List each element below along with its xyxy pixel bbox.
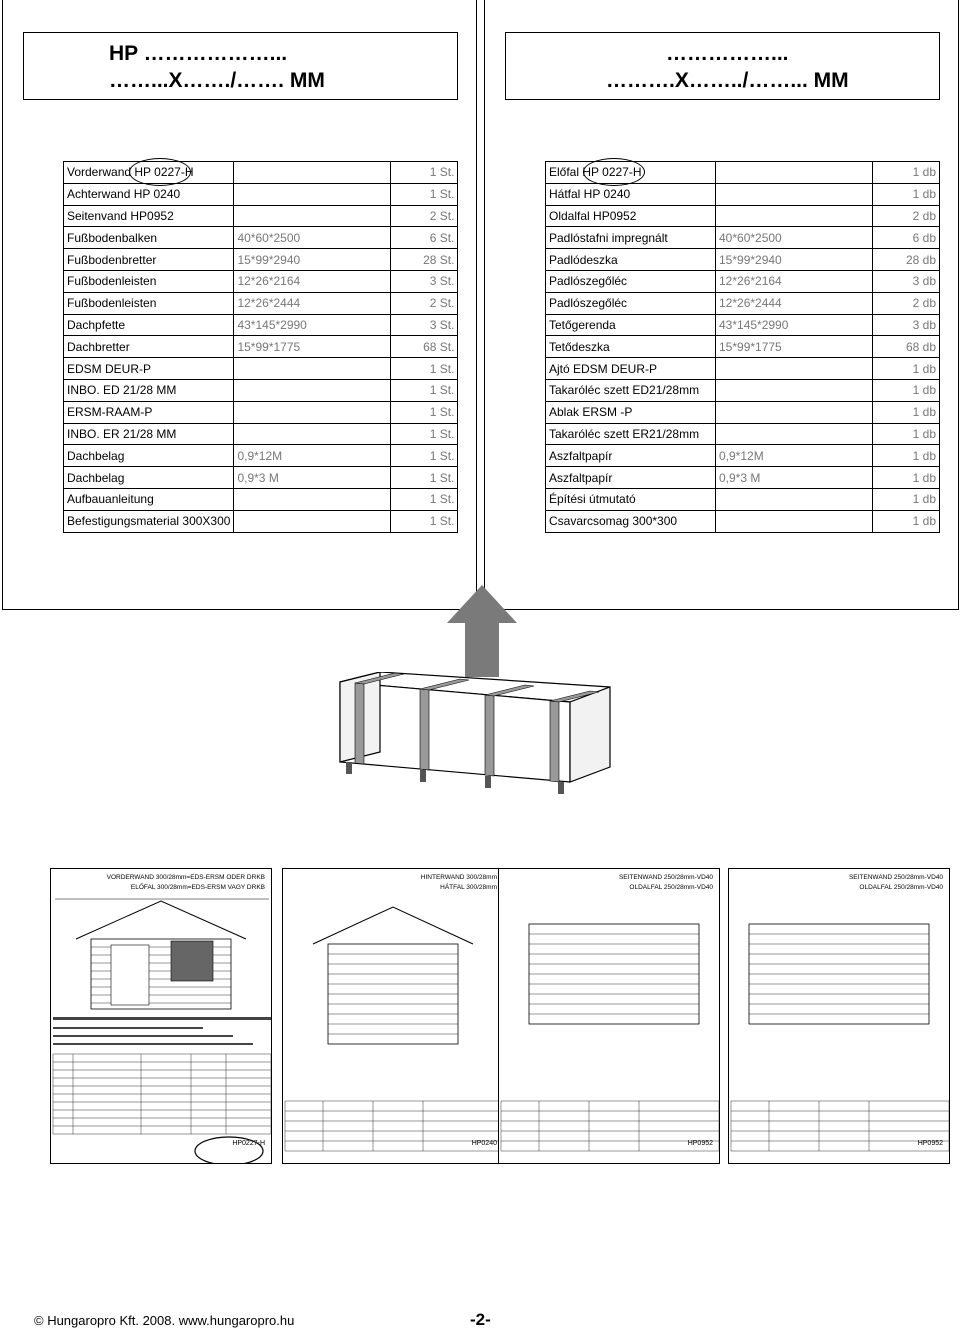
- wall-sketch: [51, 869, 272, 1164]
- part-quantity: 1 St.: [391, 358, 458, 380]
- wall-sketch: [283, 869, 504, 1164]
- part-name: Csavarcsomag 300*300: [546, 510, 716, 532]
- part-size: [234, 379, 391, 401]
- part-name: Tetődeszka: [546, 336, 716, 358]
- part-name: Aszfaltpapír: [546, 467, 716, 489]
- parts-row: [64, 227, 458, 249]
- drawing-subtitle: HÁTFAL 300/28mm: [440, 884, 497, 891]
- part-name: Ablak ERSM -P: [546, 401, 716, 423]
- part-size: [716, 162, 873, 184]
- part-quantity: 1 St.: [391, 445, 458, 467]
- part-name: INBO. ER 21/28 MM: [64, 423, 234, 445]
- part-size: 12*26*2444: [716, 292, 873, 314]
- parts-row: [546, 488, 940, 510]
- drawing-code: HP0952: [917, 1140, 943, 1147]
- part-size: [234, 205, 391, 227]
- parts-row: [546, 292, 940, 314]
- part-quantity: 1 St.: [391, 423, 458, 445]
- package-crate-illustration: [300, 672, 620, 817]
- parts-row: [546, 270, 940, 292]
- part-quantity: 1 db: [873, 467, 940, 489]
- german-parts-panel: [2, 0, 477, 610]
- wall-sketch: [499, 869, 720, 1164]
- parts-row: [64, 270, 458, 292]
- part-name: Aszfaltpapír: [546, 445, 716, 467]
- part-size: 0,9*3 M: [234, 467, 391, 489]
- part-quantity: 1 St.: [391, 510, 458, 532]
- part-name: Padlószegőléc: [546, 292, 716, 314]
- part-size: [234, 401, 391, 423]
- parts-row: [64, 205, 458, 227]
- part-quantity: 1 St.: [391, 467, 458, 489]
- part-name: Vorderwand HP 0227-H: [64, 162, 234, 184]
- drawing-subtitle: ELŐFAL 300/28mm=EDS-ERSM VAGY DRKB: [130, 884, 265, 891]
- part-name: Padlóstafni impregnált: [546, 227, 716, 249]
- parts-row: [546, 379, 940, 401]
- highlight-oval: [129, 158, 191, 186]
- part-size: 12*26*2164: [716, 270, 873, 292]
- parts-row: [64, 401, 458, 423]
- part-quantity: 1 db: [873, 445, 940, 467]
- part-name: Padlószegőléc: [546, 270, 716, 292]
- part-name: Tetőgerenda: [546, 314, 716, 336]
- part-name: Befestigungsmaterial 300X300: [64, 510, 234, 532]
- part-size: [234, 183, 391, 205]
- part-quantity: 1 db: [873, 423, 940, 445]
- parts-row: [64, 445, 458, 467]
- page-number: -2-: [470, 1310, 491, 1329]
- parts-row: [546, 401, 940, 423]
- parts-row: [546, 183, 940, 205]
- part-size: [716, 510, 873, 532]
- title-box: [505, 32, 940, 100]
- parts-row: [64, 379, 458, 401]
- part-name: Takaróléc szett ER21/28mm: [546, 423, 716, 445]
- part-quantity: 2 St.: [391, 205, 458, 227]
- part-quantity: 6 db: [873, 227, 940, 249]
- part-name: Takaróléc szett ED21/28mm: [546, 379, 716, 401]
- part-name: Padlódeszka: [546, 249, 716, 271]
- drawing-title: HINTERWAND 300/28mm: [420, 874, 497, 881]
- parts-row: [546, 445, 940, 467]
- parts-row: [546, 336, 940, 358]
- part-name: ERSM-RAAM-P: [64, 401, 234, 423]
- part-size: [716, 423, 873, 445]
- part-size: [234, 358, 391, 380]
- part-quantity: 3 St.: [391, 314, 458, 336]
- title-line-2: ……….X……../……... MM: [606, 69, 849, 92]
- part-size: 43*145*2990: [716, 314, 873, 336]
- part-size: 15*99*2940: [234, 249, 391, 271]
- part-quantity: 68 db: [873, 336, 940, 358]
- parts-row: [546, 423, 940, 445]
- parts-row: [64, 510, 458, 532]
- part-size: 12*26*2444: [234, 292, 391, 314]
- parts-row: [64, 162, 458, 184]
- part-name: Fußbodenbalken: [64, 227, 234, 249]
- part-quantity: 1 St.: [391, 401, 458, 423]
- part-name: Építési útmutató: [546, 488, 716, 510]
- parts-row: [64, 183, 458, 205]
- drawing-subtitle: OLDALFAL 250/28mm-VD40: [859, 884, 943, 891]
- part-size: 15*99*1775: [716, 336, 873, 358]
- parts-row: [546, 227, 940, 249]
- part-name: EDSM DEUR-P: [64, 358, 234, 380]
- part-size: [234, 162, 391, 184]
- part-size: [234, 510, 391, 532]
- parts-row: [64, 249, 458, 271]
- part-size: [716, 205, 873, 227]
- part-size: 12*26*2164: [234, 270, 391, 292]
- drawing-code: HP0227-H: [232, 1140, 265, 1147]
- parts-row: [546, 205, 940, 227]
- parts-row: [64, 358, 458, 380]
- part-quantity: 1 St.: [391, 162, 458, 184]
- parts-row: [546, 249, 940, 271]
- parts-row: [64, 488, 458, 510]
- drawing-code: HP0952: [687, 1140, 713, 1147]
- part-quantity: 1 St.: [391, 488, 458, 510]
- part-quantity: 2 db: [873, 292, 940, 314]
- part-name: Dachbretter: [64, 336, 234, 358]
- drawing-code: HP0240: [471, 1140, 497, 1147]
- part-quantity: 2 St.: [391, 292, 458, 314]
- part-name: Fußbodenleisten: [64, 270, 234, 292]
- part-size: [716, 401, 873, 423]
- part-quantity: 3 db: [873, 270, 940, 292]
- parts-row: [546, 358, 940, 380]
- part-size: [716, 379, 873, 401]
- part-quantity: 1 db: [873, 162, 940, 184]
- part-quantity: 1 St.: [391, 379, 458, 401]
- part-name: Hátfal HP 0240: [546, 183, 716, 205]
- part-quantity: 2 db: [873, 205, 940, 227]
- part-size: [716, 488, 873, 510]
- highlight-oval: [583, 158, 645, 186]
- parts-table: [545, 161, 940, 533]
- copyright-text: © Hungaropro Kft. 2008. www.hungaropro.hu: [34, 1313, 295, 1328]
- back-wall-drawing: [282, 868, 504, 1164]
- part-quantity: 1 db: [873, 401, 940, 423]
- part-size: 15*99*2940: [716, 249, 873, 271]
- part-name: Fußbodenleisten: [64, 292, 234, 314]
- part-quantity: 3 St.: [391, 270, 458, 292]
- title-line-1: HP ………………...: [109, 42, 288, 65]
- drawing-title: SEITENWAND 250/28mm-VD40: [848, 874, 943, 881]
- part-quantity: 68 St.: [391, 336, 458, 358]
- parts-row: [546, 467, 940, 489]
- drawing-title: SEITENWAND 250/28mm-VD40: [618, 874, 713, 881]
- title-box: [23, 32, 458, 100]
- wall-sketch: [729, 869, 950, 1164]
- parts-row: [64, 336, 458, 358]
- part-quantity: 1 db: [873, 358, 940, 380]
- part-name: Dachpfette: [64, 314, 234, 336]
- side-wall-drawing: [498, 868, 720, 1164]
- part-quantity: 3 db: [873, 314, 940, 336]
- part-size: 0,9*12M: [716, 445, 873, 467]
- part-size: [716, 358, 873, 380]
- part-size: 0,9*12M: [234, 445, 391, 467]
- part-name: Aufbauanleitung: [64, 488, 234, 510]
- part-name: Ajtó EDSM DEUR-P: [546, 358, 716, 380]
- title-line-1: ……………...: [666, 42, 789, 65]
- part-name: Dachbelag: [64, 467, 234, 489]
- part-size: 40*60*2500: [716, 227, 873, 249]
- part-name: Oldalfal HP0952: [546, 205, 716, 227]
- title-line-2: ……...X……./……. MM: [109, 69, 325, 92]
- part-quantity: 1 db: [873, 510, 940, 532]
- front-wall-drawing: [50, 868, 272, 1164]
- part-size: 0,9*3 M: [716, 467, 873, 489]
- parts-row: [64, 423, 458, 445]
- part-name: INBO. ED 21/28 MM: [64, 379, 234, 401]
- part-size: [234, 488, 391, 510]
- part-name: Achterwand HP 0240: [64, 183, 234, 205]
- part-name: Dachbelag: [64, 445, 234, 467]
- part-size: [716, 183, 873, 205]
- part-size: 43*145*2990: [234, 314, 391, 336]
- part-quantity: 1 db: [873, 379, 940, 401]
- part-quantity: 6 St.: [391, 227, 458, 249]
- part-quantity: 28 db: [873, 249, 940, 271]
- parts-row: [64, 292, 458, 314]
- side-wall-drawing: [728, 868, 950, 1164]
- parts-row: [64, 314, 458, 336]
- hungarian-parts-panel: [484, 0, 959, 610]
- up-arrow-icon: [445, 583, 519, 679]
- part-name: Fußbodenbretter: [64, 249, 234, 271]
- part-quantity: 1 db: [873, 183, 940, 205]
- part-name: Előfal HP 0227-H: [546, 162, 716, 184]
- part-quantity: 28 St.: [391, 249, 458, 271]
- parts-row: [546, 314, 940, 336]
- parts-table: [63, 161, 458, 533]
- drawing-title: VORDERWAND 300/28mm=EDS-ERSM ODER DRKB: [106, 874, 265, 881]
- part-size: 15*99*1775: [234, 336, 391, 358]
- part-size: [234, 423, 391, 445]
- part-size: 40*60*2500: [234, 227, 391, 249]
- part-quantity: 1 db: [873, 488, 940, 510]
- parts-row: [546, 510, 940, 532]
- parts-row: [64, 467, 458, 489]
- part-quantity: 1 St.: [391, 183, 458, 205]
- drawing-subtitle: OLDALFAL 250/28mm-VD40: [629, 884, 713, 891]
- part-name: Seitenvand HP0952: [64, 205, 234, 227]
